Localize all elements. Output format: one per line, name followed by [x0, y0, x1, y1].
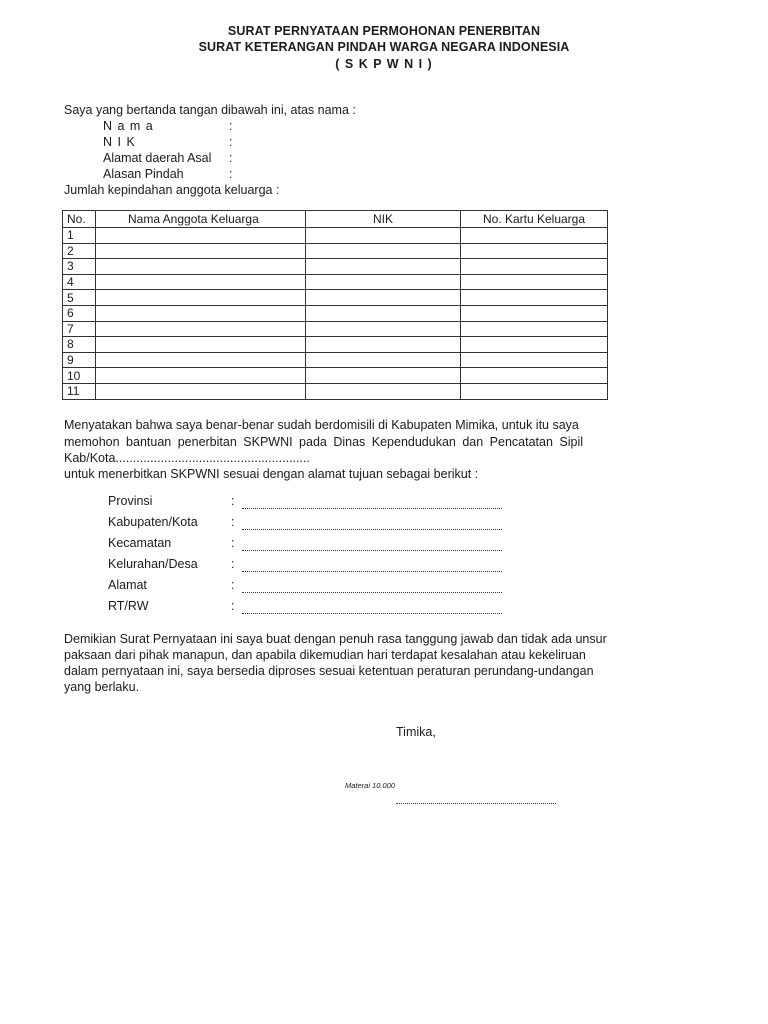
dest-kabupaten-label: Kabupaten/Kota	[108, 515, 198, 529]
field-nik-colon: :	[229, 135, 233, 149]
table-row	[63, 352, 608, 368]
stamp-duty-label: Materai 10.000	[345, 781, 396, 790]
statement-line-3: Kab/Kota........................................................	[64, 451, 310, 465]
name-cell[interactable]	[96, 337, 306, 353]
dest-kabupaten-field[interactable]	[242, 517, 502, 530]
table-row	[63, 383, 608, 399]
nik-cell[interactable]	[306, 383, 461, 399]
field-nama-colon: :	[229, 119, 233, 133]
name-cell[interactable]	[96, 243, 306, 259]
row-number: 4	[63, 274, 96, 290]
signature-place: Timika,	[396, 725, 436, 739]
name-cell[interactable]	[96, 290, 306, 306]
nik-cell[interactable]	[306, 352, 461, 368]
identity-intro: Saya yang bertanda tangan dibawah ini, atas nama :	[64, 103, 356, 117]
column-header-nik: NIK	[306, 211, 461, 228]
dest-provinsi-colon: :	[231, 494, 235, 508]
table-row	[63, 259, 608, 275]
kk-cell[interactable]	[461, 290, 608, 306]
row-number: 1	[63, 228, 96, 244]
dest-kelurahan-label: Kelurahan/Desa	[108, 557, 198, 571]
dest-kelurahan-field[interactable]	[242, 559, 502, 572]
closing-line-2: paksaan dari pihak manapun, dan apabila dikemudian hari terdapat kesalahan atau kekeliruan	[64, 648, 586, 662]
table-row	[63, 274, 608, 290]
name-cell[interactable]	[96, 383, 306, 399]
name-cell[interactable]	[96, 368, 306, 384]
kk-cell[interactable]	[461, 228, 608, 244]
table-row	[63, 305, 608, 321]
field-alasan-pindah-label: Alasan Pindah	[103, 167, 184, 181]
nik-cell[interactable]	[306, 243, 461, 259]
row-number: 9	[63, 352, 96, 368]
row-number: 7	[63, 321, 96, 337]
dest-kabupaten-colon: :	[231, 515, 235, 529]
column-header-no: No.	[63, 211, 96, 228]
statement-line-2: memohon bantuan penerbitan SKPWNI pada Dinas Kependudukan dan Pencatatan Sipil	[64, 435, 584, 449]
dest-kecamatan-field[interactable]	[242, 538, 502, 551]
dest-kelurahan-colon: :	[231, 557, 235, 571]
statement-line-4: untuk menerbitkan SKPWNI sesuai dengan alamat tujuan sebagai berikut :	[64, 467, 479, 481]
table-row	[63, 368, 608, 384]
kk-cell[interactable]	[461, 259, 608, 275]
dest-kecamatan-label: Kecamatan	[108, 536, 172, 550]
dest-provinsi-field[interactable]	[242, 496, 502, 509]
closing-line-4: yang berlaku.	[64, 680, 140, 694]
table-row	[63, 243, 608, 259]
table-header-row	[63, 211, 608, 228]
field-alamat-asal-colon: :	[229, 151, 233, 165]
kk-cell[interactable]	[461, 243, 608, 259]
kk-cell[interactable]	[461, 321, 608, 337]
name-cell[interactable]	[96, 352, 306, 368]
closing-line-1: Demikian Surat Pernyataan ini saya buat dengan penuh rasa tanggung jawab dan tidak ada unsur	[64, 632, 607, 646]
row-number: 6	[63, 305, 96, 321]
dest-rtrw-field[interactable]	[242, 601, 502, 614]
dest-rtrw-label: RT/RW	[108, 599, 149, 613]
kk-cell[interactable]	[461, 352, 608, 368]
name-cell[interactable]	[96, 259, 306, 275]
table-row	[63, 290, 608, 306]
table-row	[63, 228, 608, 244]
kk-cell[interactable]	[461, 383, 608, 399]
kk-cell[interactable]	[461, 337, 608, 353]
closing-line-3: dalam pernyataan ini, saya bersedia diproses sesuai ketentuan peraturan perundang-undangan	[64, 664, 594, 678]
nik-cell[interactable]	[306, 368, 461, 384]
nik-cell[interactable]	[306, 228, 461, 244]
row-number: 11	[63, 383, 96, 399]
name-cell[interactable]	[96, 321, 306, 337]
field-alamat-asal-label: Alamat daerah Asal	[103, 151, 212, 165]
dest-alamat-label: Alamat	[108, 578, 147, 592]
table-row	[63, 321, 608, 337]
name-cell[interactable]	[96, 305, 306, 321]
row-number: 3	[63, 259, 96, 275]
statement-line-1: Menyatakan bahwa saya benar-benar sudah berdomisili di Kabupaten Mimika, untuk itu saya	[64, 418, 579, 432]
nik-cell[interactable]	[306, 337, 461, 353]
row-number: 2	[63, 243, 96, 259]
column-header-nama: Nama Anggota Keluarga	[96, 211, 306, 228]
dest-rtrw-colon: :	[231, 599, 235, 613]
dest-provinsi-label: Provinsi	[108, 494, 153, 508]
field-nama-label: N a m a	[103, 119, 154, 133]
nik-cell[interactable]	[306, 305, 461, 321]
table-row	[63, 337, 608, 353]
dest-alamat-colon: :	[231, 578, 235, 592]
row-number: 5	[63, 290, 96, 306]
kk-cell[interactable]	[461, 368, 608, 384]
nik-cell[interactable]	[306, 290, 461, 306]
kk-cell[interactable]	[461, 274, 608, 290]
name-cell[interactable]	[96, 228, 306, 244]
nik-cell[interactable]	[306, 274, 461, 290]
column-header-kartu-keluarga: No. Kartu Keluarga	[461, 211, 608, 228]
doc-title-line-2: SURAT KETERANGAN PINDAH WARGA NEGARA INDONESIA	[198, 40, 570, 54]
name-cell[interactable]	[96, 274, 306, 290]
signature-line[interactable]	[396, 797, 556, 804]
dest-kecamatan-colon: :	[231, 536, 235, 550]
dest-alamat-field[interactable]	[242, 580, 502, 593]
field-nik-label: N I K	[103, 135, 136, 149]
nik-cell[interactable]	[306, 259, 461, 275]
field-alasan-pindah-colon: :	[229, 167, 233, 181]
doc-title-line-1: SURAT PERNYATAAN PERMOHONAN PENERBITAN	[227, 24, 541, 38]
kk-cell[interactable]	[461, 305, 608, 321]
row-number: 10	[63, 368, 96, 384]
doc-title-abbrev: ( S K P W N I )	[335, 57, 433, 71]
row-number: 8	[63, 337, 96, 353]
family-members-table	[62, 210, 608, 400]
family-count-label: Jumlah kepindahan anggota keluarga :	[64, 183, 280, 197]
nik-cell[interactable]	[306, 321, 461, 337]
